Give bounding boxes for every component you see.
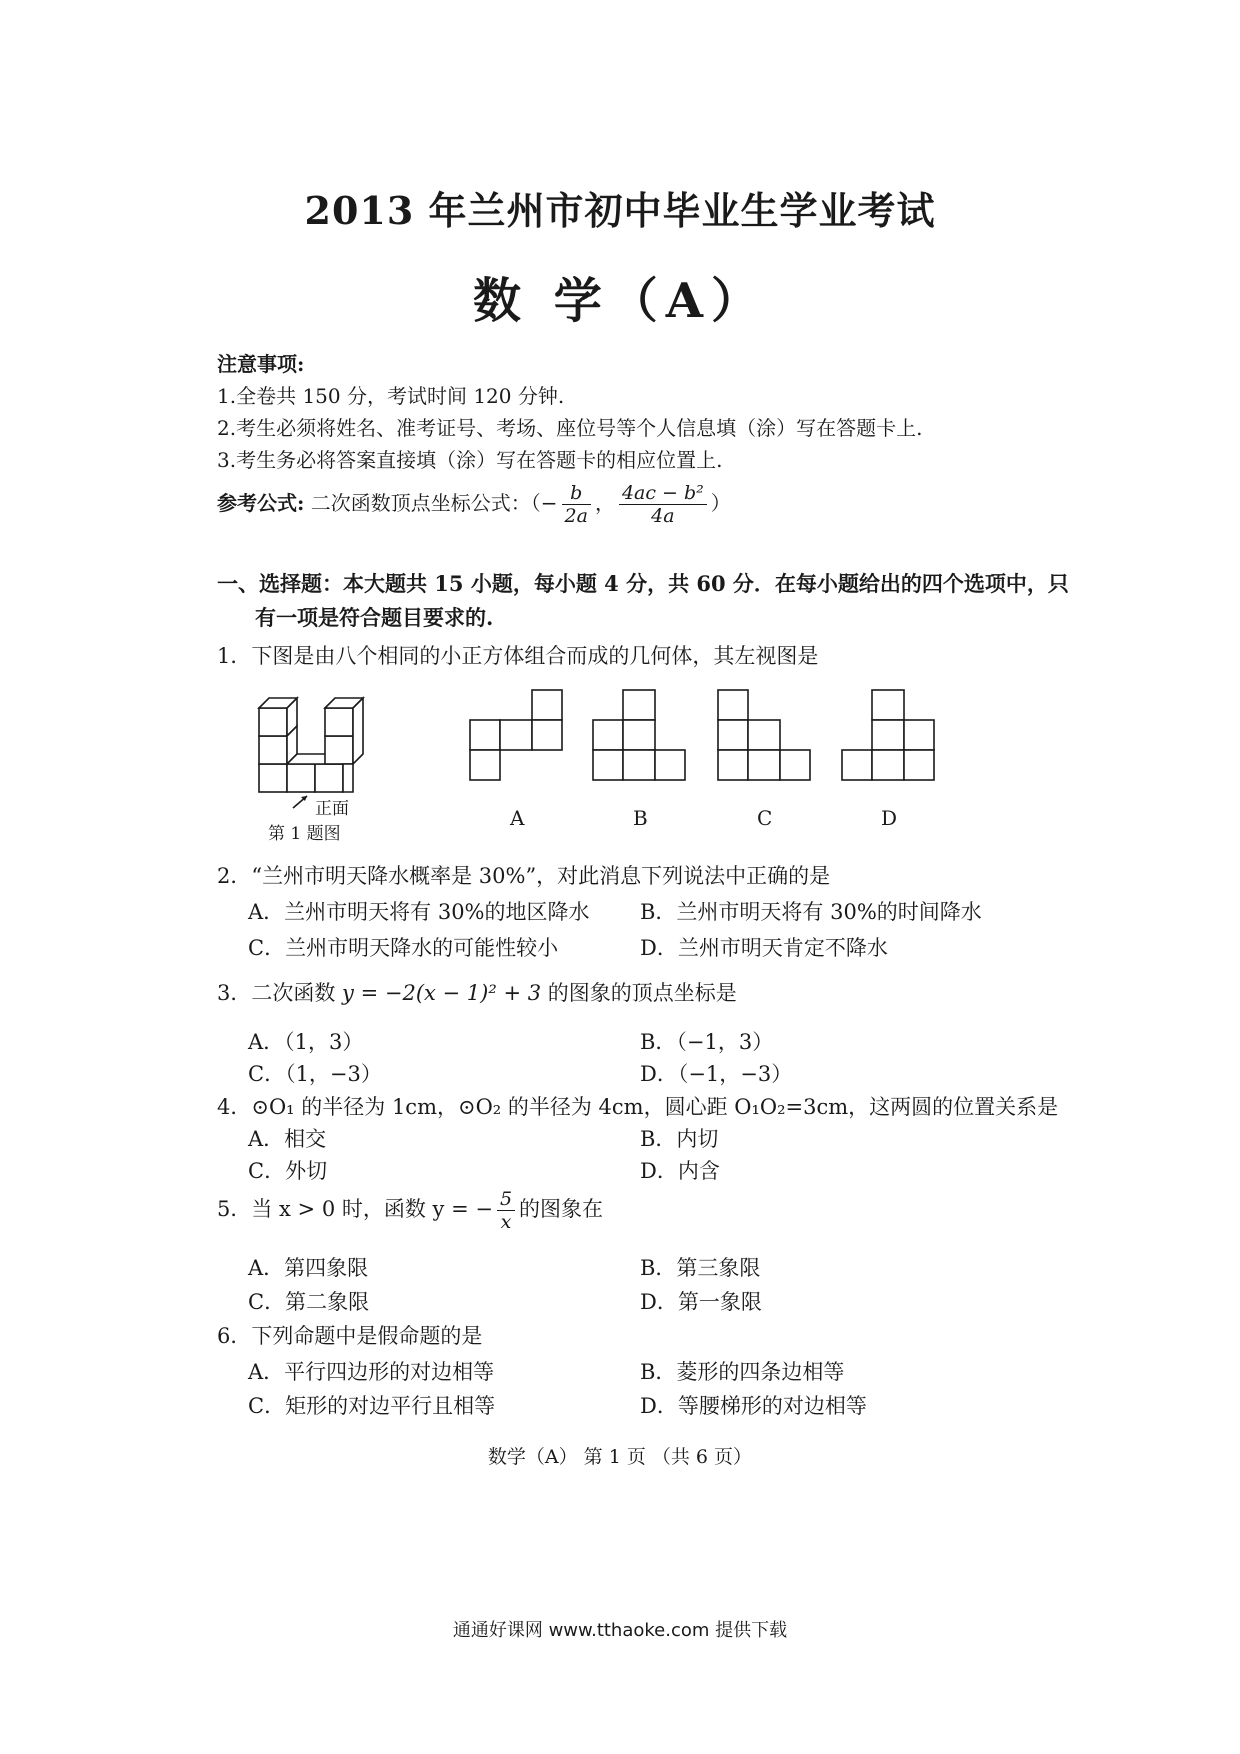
q2-option-b: B．兰州市明天将有 30%的时间降水 — [640, 900, 982, 924]
q5-stem-suffix: 的图象在 — [519, 1197, 604, 1221]
notice-item-2: 2.考生必须将姓名、准考证号、考场、座位号等个人信息填（涂）写在答题卡上. — [217, 416, 923, 440]
formula-minus: − — [540, 491, 558, 515]
exam-subtitle: 数 学（A） — [473, 273, 767, 329]
formula-close: ） — [710, 491, 731, 515]
view-label-d: D — [881, 806, 898, 830]
formula-fraction-1 — [562, 482, 591, 527]
formula-fraction-2 — [619, 482, 707, 527]
exam-title: 2013 年兰州市初中毕业生学业考试 — [304, 188, 936, 233]
q5-option-c: C．第二象限 — [248, 1290, 370, 1314]
q5-fraction — [497, 1188, 515, 1233]
q5-option-d: D．第一象限 — [640, 1290, 762, 1314]
notice-item-3: 3.考生务必将答案直接填（涂）写在答题卡的相应位置上. — [217, 448, 723, 472]
q6-option-d: D．等腰梯形的对边相等 — [640, 1394, 867, 1418]
q3-stem-prefix: 3．二次函数 — [217, 981, 343, 1005]
page-footer: 数学（A） 第 1 页 （共 6 页） — [487, 1446, 753, 1468]
reference-formula — [217, 482, 731, 527]
q2-option-d: D．兰州市明天肯定不降水 — [640, 936, 888, 960]
section-heading-cont: 有一项是符合题目要求的. — [255, 605, 494, 630]
q3-option-c: C．（1，−3） — [248, 1062, 382, 1086]
fraction-denominator: 4a — [651, 505, 675, 527]
q4-option-a: A．相交 — [248, 1127, 327, 1151]
q6-option-c: C．矩形的对边平行且相等 — [248, 1394, 496, 1418]
view-option-b — [591, 688, 687, 784]
q3-option-a: A．（1，3） — [248, 1030, 364, 1054]
view-option-c — [716, 688, 812, 784]
q3-stem-suffix: 的图象的顶点坐标是 — [541, 981, 737, 1005]
question-3-stem — [217, 977, 737, 1007]
question-4-stem: 4．⊙O₁ 的半径为 1cm，⊙O₂ 的半径为 4cm，圆心距 O₁O₂=3cm，这两圆的位置关系是 — [217, 1095, 1059, 1119]
q4-option-d: D．内含 — [640, 1159, 720, 1183]
question-5-stem — [217, 1188, 603, 1233]
q3-option-d: D．（−1，−3） — [640, 1062, 793, 1086]
front-direction-label: 正面 — [315, 799, 349, 819]
view-option-a — [468, 688, 564, 784]
q3-expression: y = −2(x − 1)² + 3 — [342, 981, 542, 1005]
q5-stem-prefix: 5．当 x > 0 时，函数 y = − — [217, 1197, 493, 1221]
question-2-stem: 2．“兰州市明天降水概率是 30%”，对此消息下列说法中正确的是 — [217, 864, 831, 888]
view-label-a: A — [510, 806, 525, 830]
q3-option-b: B．（−1，3） — [640, 1030, 774, 1054]
view-label-c: C — [757, 806, 773, 830]
formula-text: 二次函数顶点坐标公式：（ — [310, 491, 541, 515]
fraction-numerator: 4ac − b² — [619, 482, 707, 505]
question-1-stem: 1．下图是由八个相同的小正方体组合而成的几何体，其左视图是 — [217, 644, 819, 668]
question-6-stem: 6．下列命题中是假命题的是 — [217, 1324, 483, 1348]
q2-option-c: C．兰州市明天降水的可能性较小 — [248, 936, 559, 960]
q4-option-b: B．内切 — [640, 1127, 719, 1151]
formula-separator: ， — [594, 491, 615, 515]
section-heading: 一、选择题：本大题共 15 小题，每小题 4 分，共 60 分．在每小题给出的四个选项中，只 — [217, 571, 1069, 596]
q2-option-a: A．兰州市明天将有 30%的地区降水 — [248, 900, 590, 924]
formula-label: 参考公式: — [217, 491, 305, 515]
view-label-b: B — [633, 806, 648, 830]
cube-solid-figure — [255, 680, 385, 810]
fraction-denominator: 2a — [564, 505, 588, 527]
notice-heading: 注意事项: — [217, 352, 305, 376]
fraction-numerator: 5 — [497, 1188, 515, 1211]
fraction-denominator: x — [500, 1211, 512, 1233]
q4-option-c: C．外切 — [248, 1159, 328, 1183]
q6-option-b: B．菱形的四条边相等 — [640, 1360, 845, 1384]
notice-item-1: 1.全卷共 150 分，考试时间 120 分钟. — [217, 384, 565, 408]
fraction-numerator: b — [562, 482, 591, 505]
q6-option-a: A．平行四边形的对边相等 — [248, 1360, 495, 1384]
figure-caption: 第 1 题图 — [268, 824, 341, 844]
view-option-d — [840, 688, 936, 784]
q5-option-a: A．第四象限 — [248, 1256, 369, 1280]
q5-option-b: B．第三象限 — [640, 1256, 761, 1280]
download-credit: 通通好课网 www.tthaoke.com 提供下载 — [452, 1620, 788, 1641]
